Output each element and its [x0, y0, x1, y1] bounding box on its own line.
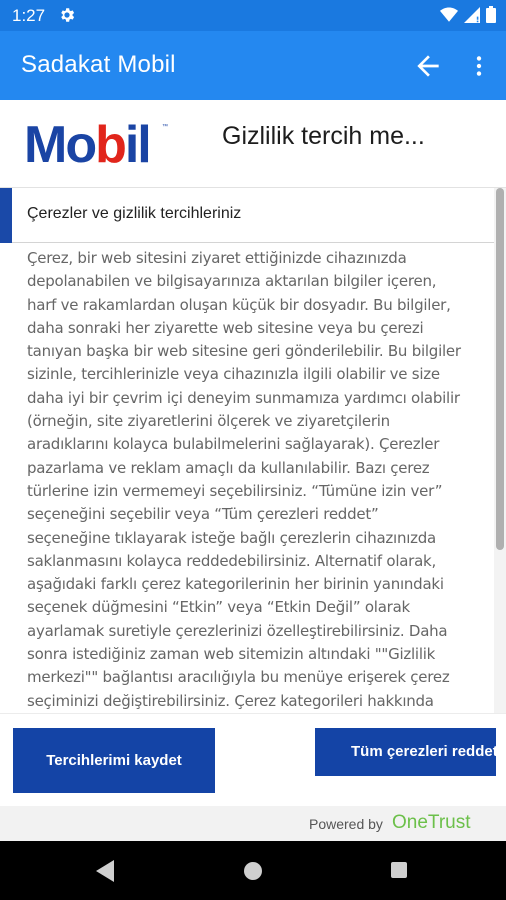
save-preferences-button[interactable]: Tercihlerimi kaydet	[13, 728, 215, 793]
policy-scroll-area[interactable]	[0, 243, 494, 713]
scrollbar-thumb[interactable]	[496, 188, 504, 550]
app-bar	[0, 31, 506, 100]
signal-icon	[464, 7, 480, 28]
status-bar	[0, 0, 506, 31]
policy-description: Çerez, bir web sitesini ziyaret ettiğinizde cihazınızda depolanabilen ve bilgisayarınıza aktarılan bilgiler içeren, harf ve rakamlardan oluşan küçük bir dosyadır. Bu bilgiler, daha sonraki her ziyarette web sitesine veya bu çerezi tanıyan başka bir web sitesine geri gönderilebilir. Bu bilgiler sizinle, tercihlerinizle veya cihazınızla ilgili olabilir ve size daha iyi bir çevrim içi deneyim sunmamıza yardımcı olabilir (örneğin, site ziyaretlerini ölçerek ve ziyaretçilerin aradıklarını kolayca bulabilmelerini sağlayarak). Çerezler pazarlama ve reklam amaçlı da kullanılabilir. Bazı çerez türlerine izin vermemeyi seçebilirsiniz. “Tümüne izin ver” seçeneğini seçebilir veya “Tüm çerezleri reddet” seçeneğine tıklayarak isteğe bağlı çerezlerin cihazınızda saklanmasını kolayca reddedebilirsiniz. Alternatif olarak, aşağıdaki farklı çerez kategorilerinin her birinin yanındaki seçenek düğmesini “Etkin” veya “Etkin Değil” olarak ayarlamak suretiyle çerezlerinizi özelleştirebilirsiniz. Daha sonra istediğiniz zaman web sitemizin altındaki ""Gizlilik merkezi"" bağlantısı aracılığıyla bu menüye erişerek çerez seçiminizi değiştirebilirsiniz. Çerez kategorileri hakkında	[27, 249, 461, 710]
mobil-logo	[24, 114, 174, 174]
svg-text:Mobil: Mobil	[24, 116, 150, 174]
reject-all-button[interactable]: Tüm çerezleri reddet	[315, 728, 496, 776]
section-accent-bar	[0, 188, 12, 243]
nav-back-icon[interactable]	[96, 860, 116, 887]
status-time: 1:27	[12, 6, 46, 25]
back-arrow-icon[interactable]	[412, 50, 444, 82]
nav-recents-icon[interactable]	[391, 862, 407, 878]
wifi-icon	[440, 7, 458, 28]
svg-text:™: ™	[162, 124, 168, 130]
dialog-header	[0, 100, 506, 188]
powered-by-bar	[0, 806, 506, 842]
more-vert-icon[interactable]	[466, 50, 492, 82]
section-header	[0, 188, 496, 243]
dialog-footer	[0, 713, 506, 841]
powered-by-label: Powered by	[309, 816, 383, 832]
system-nav-bar	[0, 841, 506, 900]
nav-home-icon[interactable]	[244, 862, 262, 880]
dialog-title: Gizlilik tercih me...	[222, 122, 425, 150]
settings-gear-icon	[58, 6, 76, 29]
section-title: Çerezler ve gizlilik tercihleriniz	[27, 205, 242, 222]
battery-icon	[486, 6, 496, 28]
app-title: Sadakat Mobil	[21, 51, 176, 78]
onetrust-logo[interactable]: OneTrust	[392, 812, 471, 833]
